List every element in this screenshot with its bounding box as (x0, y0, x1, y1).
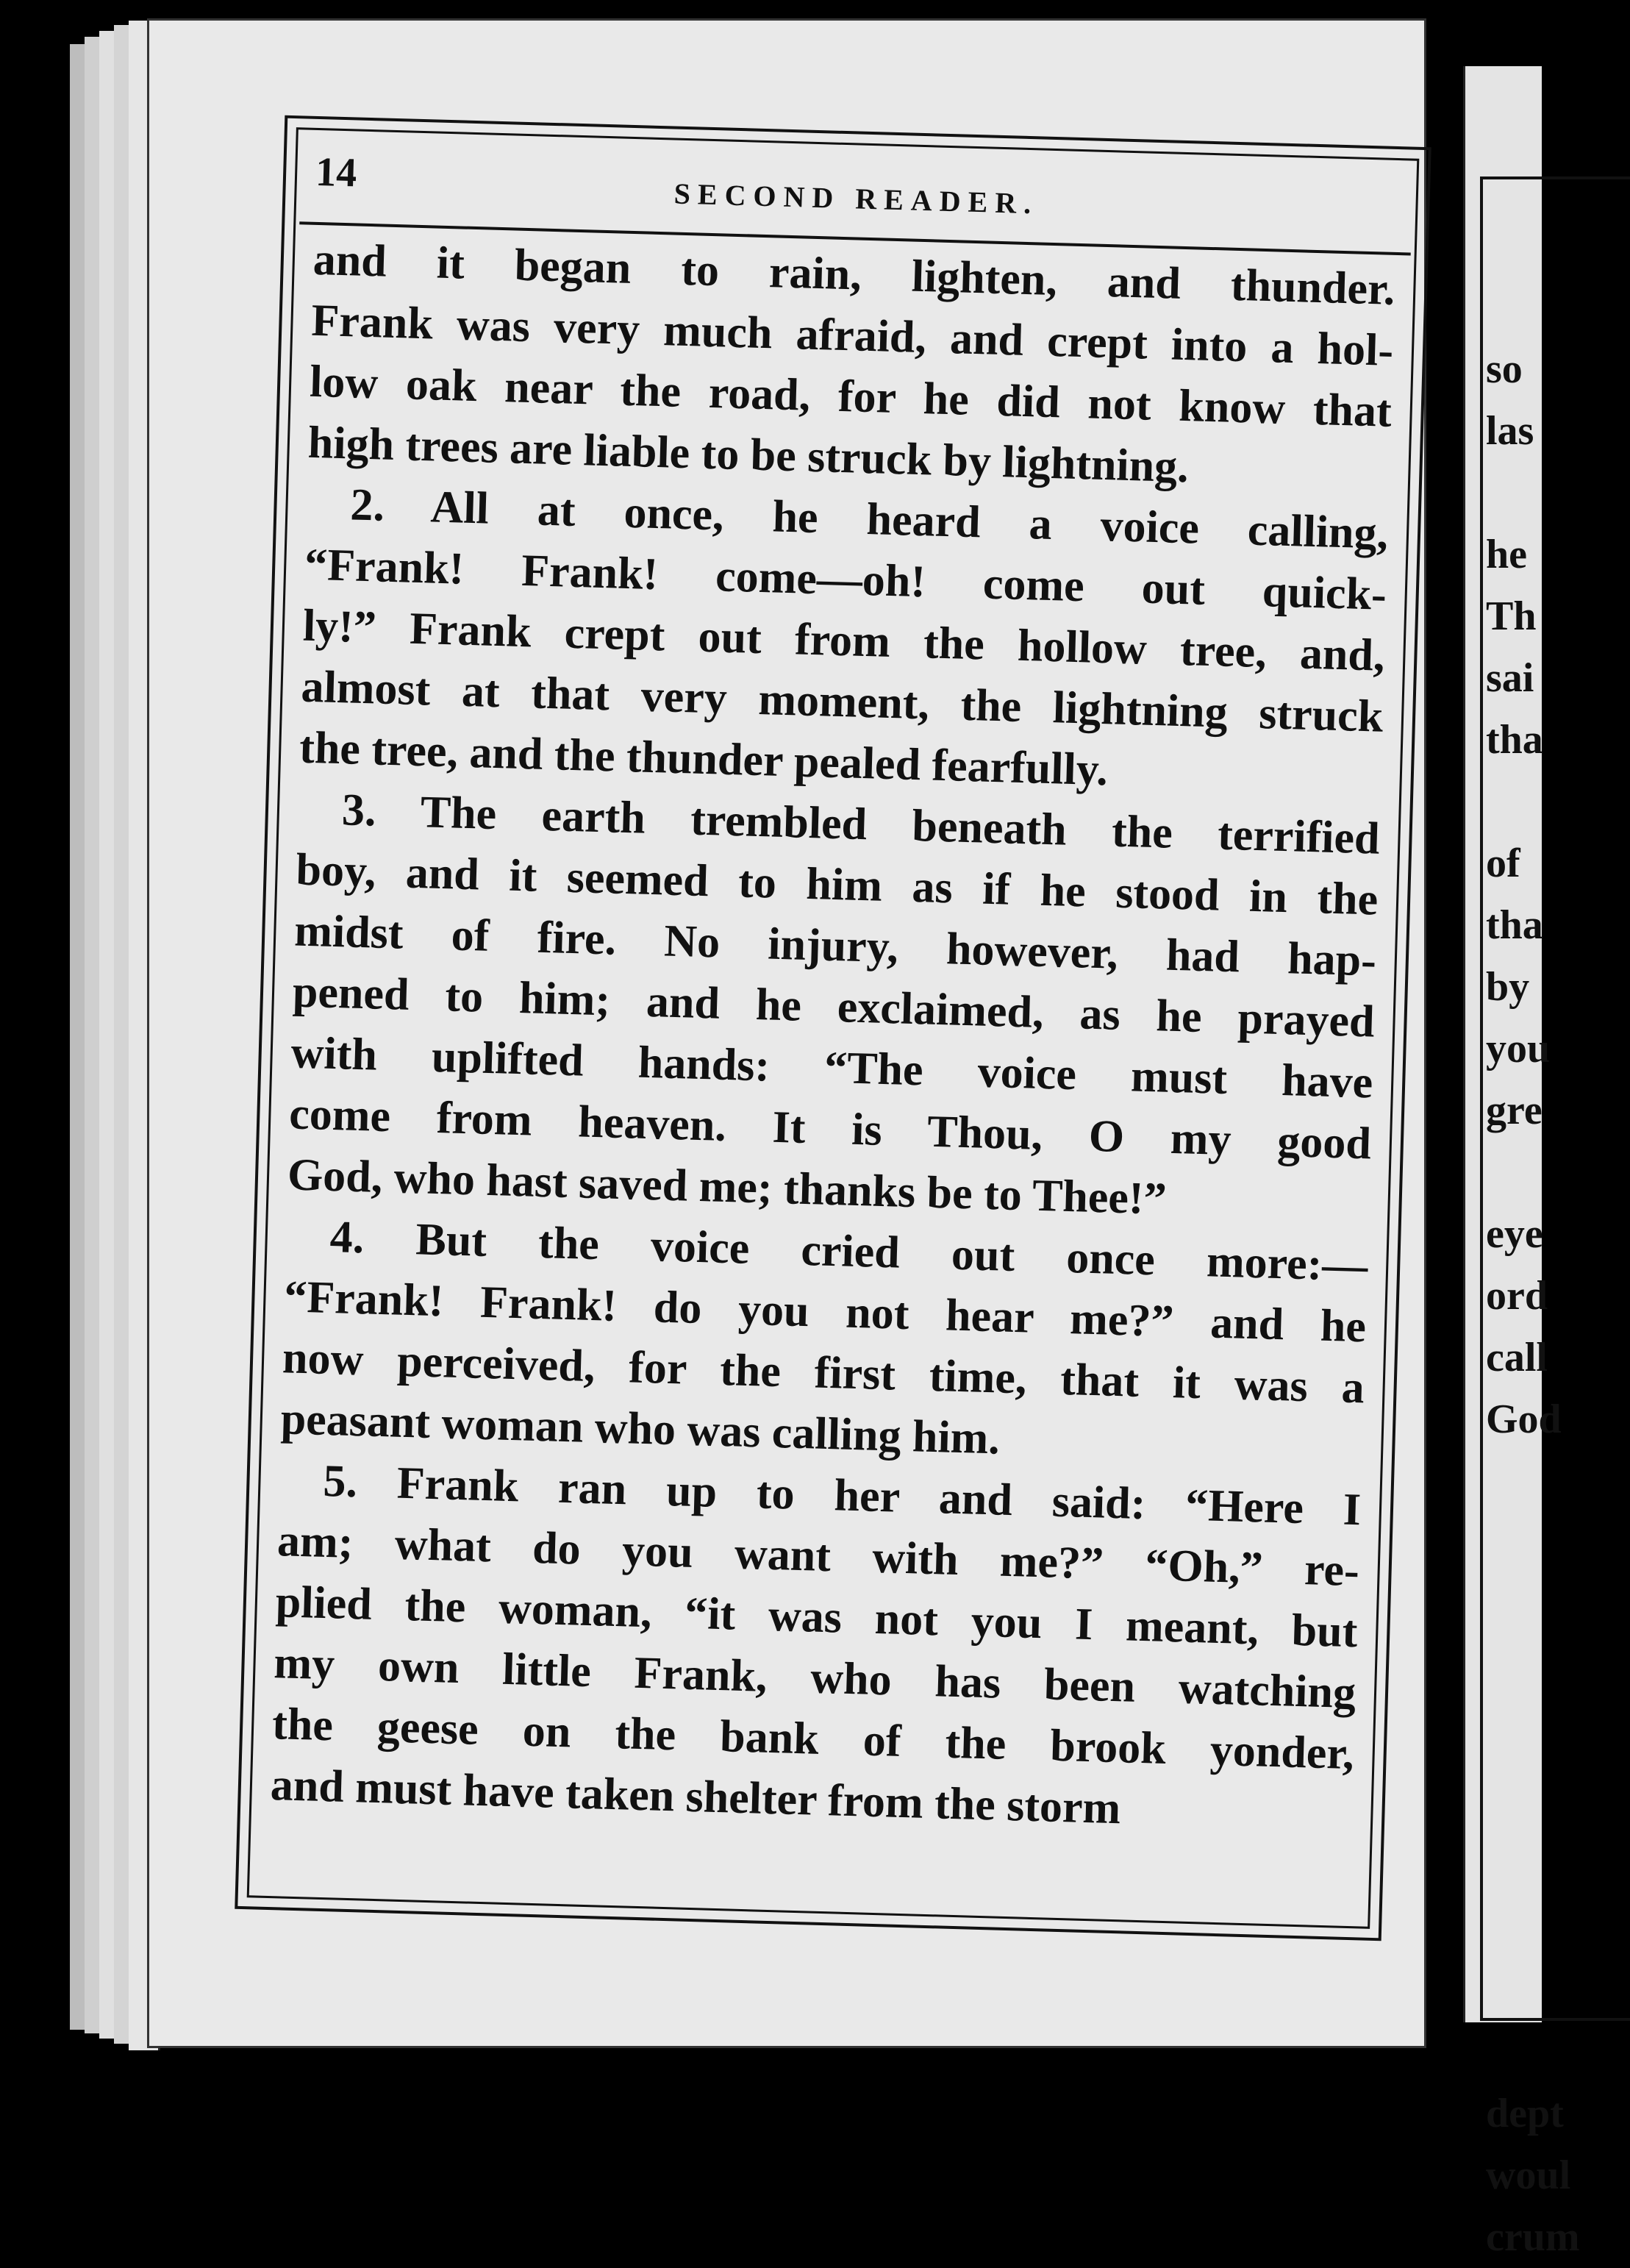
text-line: boy, and it seemed to him as if he stood in the (295, 844, 1379, 925)
adjacent-line-fragment: Th (1486, 593, 1537, 639)
adjacent-line-fragment: woul (1486, 2153, 1571, 2198)
text-line: “Frank! Frank! come—oh! come out quick- (304, 539, 1387, 620)
adjacent-line-fragment (1486, 771, 1580, 832)
running-head: SECOND READER. (673, 176, 1039, 221)
text-line: 2. All at once, he heard a voice calling, (349, 479, 1390, 559)
adjacent-line-fragment: of (1486, 841, 1520, 886)
adjacent-line-fragment: eye (1486, 1211, 1543, 1257)
book-page (147, 18, 1426, 2048)
adjacent-line-fragment: sai (1486, 655, 1534, 701)
text-line: “Frank! Frank! do you not hear me?” and he (283, 1272, 1367, 1352)
text-line: am; what do you want with me?” “Oh,” re- (276, 1516, 1360, 1597)
adjacent-line-fragment (1486, 462, 1580, 524)
page-number: 14 (315, 149, 358, 196)
text-line: the tree, and the thunder pealed fearfully. (299, 722, 1109, 796)
adjacent-line-fragment: so (1486, 346, 1523, 392)
text-line: and must have taken shelter from the storm (270, 1760, 1122, 1834)
text-line: peasant woman who was calling him. (279, 1394, 1001, 1464)
body-text (268, 229, 1395, 1915)
text-line: almost at that very moment, the lightning struck (300, 661, 1384, 742)
adjacent-line-fragment (1486, 1141, 1580, 1203)
text-line: the geese on the bank of the brook yonder, (271, 1699, 1355, 1780)
adjacent-line-fragment: las (1486, 408, 1534, 454)
adjacent-line-fragment: he (1486, 532, 1527, 577)
adjacent-line-fragment: you (1486, 1026, 1551, 1071)
text-line: high trees are liable to be struck by lightning. (307, 417, 1190, 493)
text-line: pened to him; and he exclaimed, as he prayed (292, 966, 1376, 1047)
adjacent-line-fragment: crum (1486, 2214, 1580, 2260)
adjacent-page (1463, 66, 1580, 2260)
adjacent-gap (1486, 1450, 1580, 2083)
text-line: God, who hast saved me; thanks be to Thee!” (287, 1149, 1168, 1224)
adjacent-line-fragment: tha (1486, 902, 1543, 948)
text-line: ly!” Frank crept out from the hollow tree, and, (302, 600, 1386, 681)
text-line: and it began to rain, lighten, and thunder. (312, 234, 1396, 315)
adjacent-line-fragment: call (1486, 1335, 1548, 1380)
text-line: Frank was very much afraid, and crept into a hol- (310, 295, 1394, 376)
text-line: midst of fire. No injury, however, had hap- (293, 905, 1377, 986)
adjacent-line-fragment: ord (1486, 1273, 1548, 1319)
text-line: 4. But the voice cried out once more:— (329, 1212, 1369, 1291)
adjacent-line-fragment: dept (1486, 2091, 1564, 2136)
text-line: come from heaven. It is Thou, O my good (288, 1088, 1372, 1169)
text-line: low oak near the road, for he did not know that (309, 356, 1393, 437)
adjacent-line-fragment: gre (1486, 1088, 1543, 1133)
page-border (235, 115, 1431, 1941)
adjacent-line-fragment: by (1486, 964, 1530, 1010)
text-line: 5. Frank ran up to her and said: “Here I (322, 1455, 1362, 1536)
text-line: my own little Frank, who has been watching (273, 1638, 1356, 1719)
text-line: plied the woman, “it was not you I meant, but (274, 1577, 1359, 1658)
text-line: 3. The earth trembled beneath the terrified (341, 785, 1381, 864)
adjacent-line-fragment: tha (1486, 717, 1543, 763)
text-line: now perceived, for the first time, that it was a (282, 1333, 1365, 1413)
adjacent-line-fragment: God (1486, 1397, 1562, 1442)
text-line: with uplifted hands: “The voice must have (290, 1027, 1374, 1108)
adjacent-page-text (1486, 338, 1580, 2268)
